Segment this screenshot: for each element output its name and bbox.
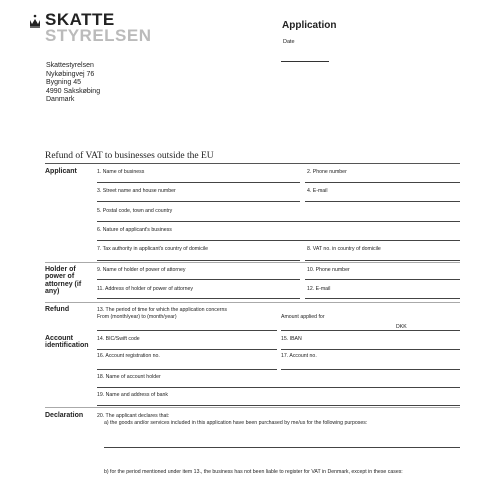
account-no-field[interactable] — [281, 369, 460, 370]
crown-logo-icon — [28, 14, 42, 28]
field-label-bic: 14. BIC/Swift code — [97, 336, 140, 342]
address-line: Nykøbingvej 76 — [46, 70, 95, 78]
registration-no-field[interactable] — [97, 369, 277, 370]
field-label-holder-address: 11. Address of holder of power of attorney — [97, 286, 193, 292]
period-field[interactable] — [97, 330, 277, 331]
logo-text-line1: SKATTE — [45, 10, 115, 29]
holder-address-field[interactable] — [97, 298, 300, 299]
holder-email-field[interactable] — [305, 298, 460, 299]
amount-field[interactable] — [281, 330, 460, 331]
field-label-account-no: 17. Account no. — [281, 353, 317, 359]
declaration-item-a: a) the goods and/or services included in this application have been purchased by me/us for the following purposes: — [104, 420, 368, 426]
field-label-iban: 15. IBAN — [281, 336, 302, 342]
postal-code-field[interactable] — [97, 221, 460, 222]
bic-field[interactable] — [97, 349, 277, 350]
field-label-nature-of-business: 6. Nature of applicant's business — [97, 227, 172, 233]
holder-name-field[interactable] — [97, 279, 300, 280]
title-divider — [45, 163, 460, 164]
section-label-account: Account identification — [45, 335, 89, 350]
section-label-declaration: Declaration — [45, 412, 84, 419]
field-label-holder-email: 12. E-mail — [307, 286, 331, 292]
field-label-period: 13. The period of time for which the application concerns — [97, 307, 227, 313]
field-label-amount: Amount applied for — [281, 314, 325, 320]
address-line: 4990 Sakskøbing — [46, 87, 101, 95]
field-label-holder-name: 9. Name of holder of power of attorney — [97, 267, 186, 273]
date-field[interactable] — [281, 61, 329, 62]
recipient-address — [46, 62, 100, 105]
field-label-account-holder: 18. Name of account holder — [97, 374, 161, 380]
iban-field[interactable] — [281, 349, 460, 350]
purpose-field[interactable] — [104, 447, 460, 448]
email-field[interactable] — [305, 201, 460, 202]
date-label: Date — [283, 39, 295, 45]
phone-number-field[interactable] — [305, 182, 460, 183]
section-divider — [45, 302, 460, 303]
field-label-registration-no: 16. Account registration no. — [97, 353, 160, 359]
nature-of-business-field[interactable] — [97, 240, 460, 241]
section-label-refund: Refund — [45, 306, 70, 313]
currency-label: DKK — [396, 324, 407, 330]
address-line: Skattestyrelsen — [46, 62, 94, 69]
holder-phone-field[interactable] — [305, 279, 460, 280]
section-divider — [45, 407, 460, 408]
logo-text-line2: STYRELSEN — [45, 26, 152, 45]
form-title: Refund of VAT to businesses outside the EU — [45, 151, 214, 161]
section-label-holder: Holder of power of attorney (if any) — [45, 266, 82, 296]
vat-no-field[interactable] — [305, 260, 460, 261]
field-label-name-of-business: 1. Name of business — [97, 169, 145, 175]
section-divider — [45, 262, 460, 263]
account-holder-field[interactable] — [97, 387, 460, 388]
declaration-item-b: b) for the period mentioned under item 13., the business has not been liable to register for VAT in Denmark, except in these cases: — [104, 469, 403, 475]
address-line: Bygning 45 — [46, 79, 82, 87]
field-label-holder-phone: 10. Phone number — [307, 267, 350, 273]
page-title: Application — [282, 20, 337, 31]
field-label-vat-no: 8. VAT no. in country of domicile — [307, 246, 381, 252]
field-label-postal-code: 5. Postal code, town and country — [97, 208, 173, 214]
name-of-business-field[interactable] — [97, 182, 300, 183]
field-label-phone-number: 2. Phone number — [307, 169, 347, 175]
declaration-intro: 20. The applicant declares that: — [97, 413, 170, 419]
field-label-period-range: From (month/year) to (month/year) — [97, 314, 177, 320]
address-line: Danmark — [46, 96, 75, 104]
field-label-tax-authority: 7. Tax authority in applicant's country of domicile — [97, 246, 209, 252]
field-label-email: 4. E-mail — [307, 188, 328, 194]
section-label-applicant: Applicant — [45, 168, 77, 175]
field-label-bank: 19. Name and address of bank — [97, 392, 168, 398]
field-label-street: 3. Street name and house number — [97, 188, 176, 194]
street-field[interactable] — [97, 201, 300, 202]
bank-field[interactable] — [97, 405, 460, 406]
tax-authority-field[interactable] — [97, 260, 300, 261]
